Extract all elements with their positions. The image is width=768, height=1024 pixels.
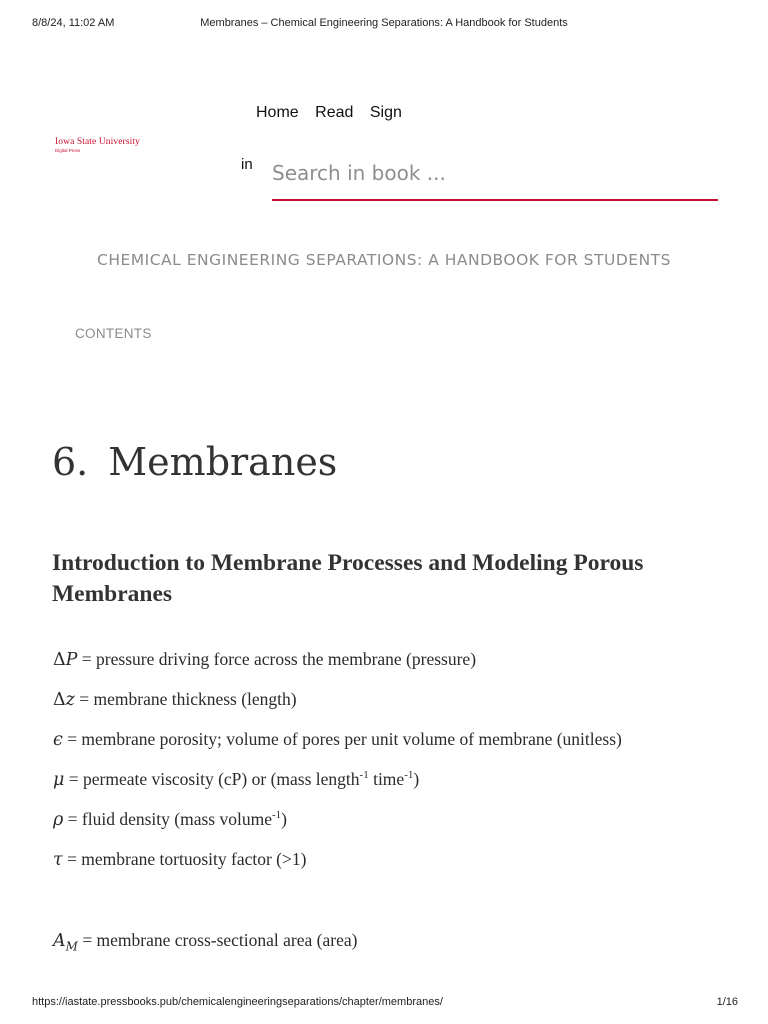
logo-press-name: Digital Press <box>55 148 81 153</box>
main-nav <box>256 104 414 122</box>
superscript: -1 <box>271 809 282 821</box>
chapter-heading <box>52 440 337 484</box>
delta-symbol: Δ <box>53 650 66 670</box>
definition-item <box>53 930 357 954</box>
print-date: 8/8/24, 11:02 AM <box>32 17 115 29</box>
book-search-input[interactable] <box>272 147 718 201</box>
definition-text: ) <box>281 809 287 829</box>
variable-symbol: A <box>53 931 66 951</box>
definition-text: = membrane tortuosity factor (>1) <box>62 849 307 869</box>
variable-symbol: μ <box>53 770 65 790</box>
site-logo[interactable] <box>55 137 155 153</box>
definition-item <box>53 849 306 870</box>
book-title[interactable]: CHEMICAL ENGINEERING SEPARATIONS: A HANDBOOK FOR STUDENTS <box>97 251 671 269</box>
chapter-title: Membranes <box>108 440 338 484</box>
delta-symbol: Δ <box>53 690 66 710</box>
print-url: https://iastate.pressbooks.pub/chemicalengineeringseparations/chapter/membranes/ <box>32 996 443 1008</box>
nav-sign-in-continued[interactable]: in <box>241 156 253 173</box>
nav-sign-link[interactable]: Sign <box>369 104 402 121</box>
definition-text: = membrane porosity; volume of pores per unit volume of membrane (unitless) <box>62 729 622 749</box>
variable-symbol: ϵ <box>53 730 63 750</box>
superscript: -1 <box>359 769 369 781</box>
superscript: -1 <box>404 769 414 781</box>
definition-text: = membrane cross-sectional area (area) <box>77 930 358 950</box>
definition-text: time <box>368 769 405 789</box>
definition-item <box>53 729 622 750</box>
variable-symbol: ρ <box>53 810 64 830</box>
nav-read-link[interactable]: Read <box>315 104 354 121</box>
chapter-number: 6. <box>52 440 89 484</box>
print-page-number: 1/16 <box>716 996 738 1008</box>
definition-item <box>53 809 287 830</box>
contents-toggle[interactable]: CONTENTS <box>75 326 152 341</box>
logo-university-name: Iowa State University <box>55 137 140 147</box>
definition-text: = permeate viscosity (cP) or (mass length <box>64 769 360 789</box>
section-heading: Introduction to Membrane Processes and Modeling Porous Membranes <box>52 550 644 607</box>
variable-symbol: z <box>65 690 75 710</box>
definition-item <box>53 769 419 790</box>
print-page-title: Membranes – Chemical Engineering Separations: A Handbook for Students <box>200 17 568 29</box>
definition-text: = fluid density (mass volume <box>63 809 272 829</box>
nav-home-link[interactable]: Home <box>256 104 299 121</box>
definition-text: = membrane thickness (length) <box>74 689 297 709</box>
definition-text: ) <box>413 769 420 789</box>
variable-symbol: P <box>65 650 78 670</box>
definition-item <box>53 689 297 710</box>
definition-text: = pressure driving force across the membrane (pressure) <box>77 649 477 669</box>
definition-item <box>53 649 476 670</box>
variable-symbol: τ <box>53 850 63 870</box>
subscript: M <box>65 939 78 954</box>
